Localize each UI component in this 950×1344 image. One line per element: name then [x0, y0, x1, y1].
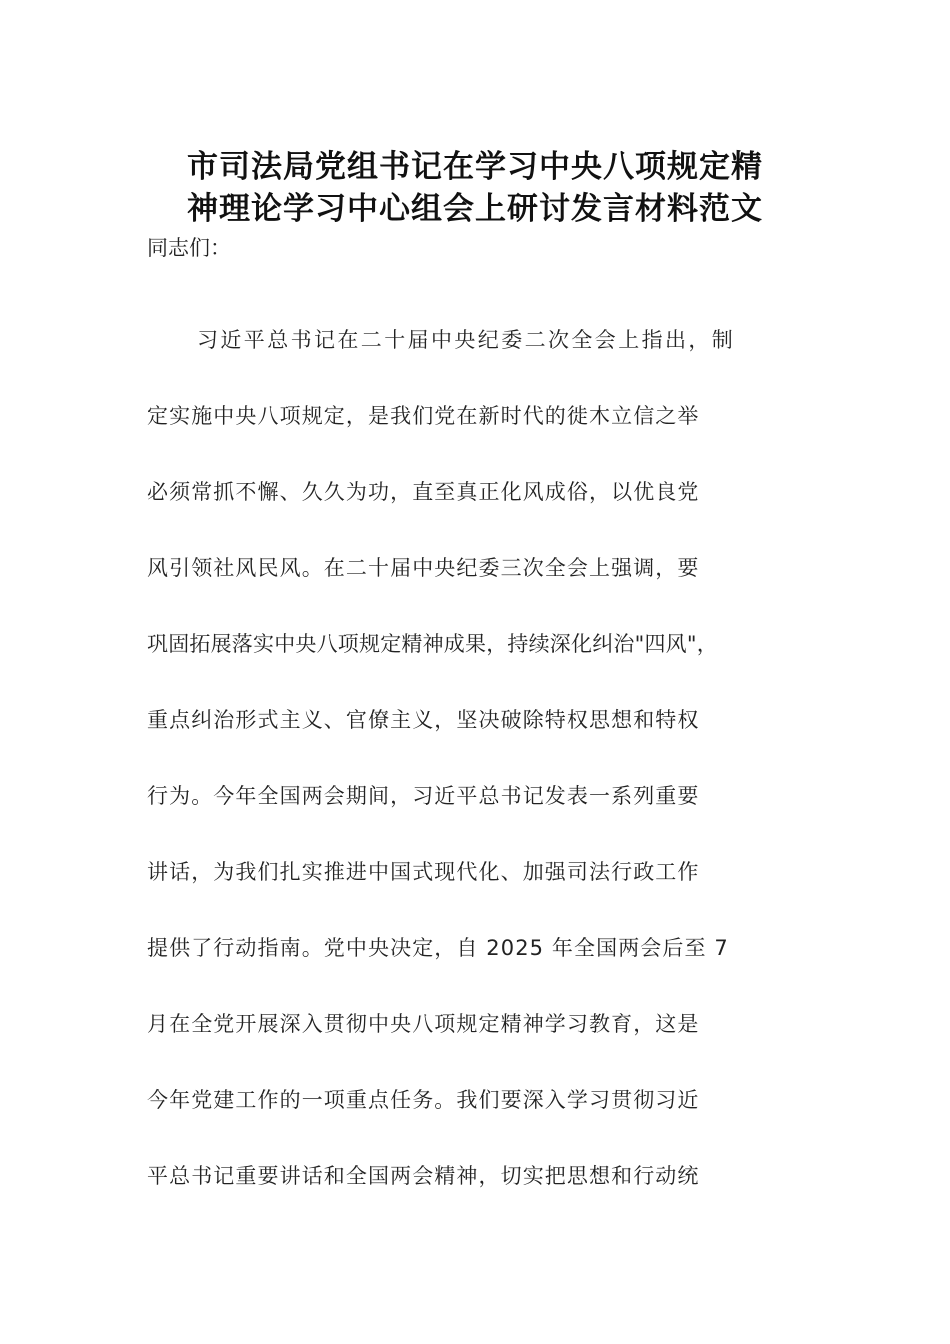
- body-line: 重点纠治形式主义、官僚主义，坚决破除特权思想和特权: [147, 708, 700, 732]
- body-line: 必须常抓不懈、久久为功，直至真正化风成俗，以优良党: [147, 480, 700, 504]
- body-line: 行为。今年全国两会期间，习近平总书记发表一系列重要: [147, 784, 700, 808]
- salutation: 同志们：: [147, 236, 231, 260]
- body-line: 提供了行动指南。党中央决定，自 2025 年全国两会后至 7: [147, 936, 729, 960]
- title-line-1: 市司法局党组书记在学习中央八项规定精: [187, 149, 763, 185]
- body-line: 风引领社风民风。在二十届中央纪委三次全会上强调，要: [147, 556, 700, 580]
- body-line: 习近平总书记在二十届中央纪委二次全会上指出，制: [197, 328, 736, 352]
- body-line: 讲话，为我们扎实推进中国式现代化、加强司法行政工作: [147, 860, 700, 884]
- body-paragraph: [147, 318, 817, 1230]
- document-title: [120, 146, 830, 230]
- title-line-2: 神理论学习中心组会上研讨发言材料范文: [187, 191, 763, 227]
- body-line: 平总书记重要讲话和全国两会精神，切实把思想和行动统: [147, 1164, 700, 1188]
- body-line: 定实施中央八项规定，是我们党在新时代的徙木立信之举: [147, 404, 700, 428]
- body-line: 巩固拓展落实中央八项规定精神成果，持续深化纠治"四风"，: [147, 632, 718, 656]
- body-line: 今年党建工作的一项重点任务。我们要深入学习贯彻习近: [147, 1088, 700, 1112]
- body-line: 月在全党开展深入贯彻中央八项规定精神学习教育，这是: [147, 1012, 700, 1036]
